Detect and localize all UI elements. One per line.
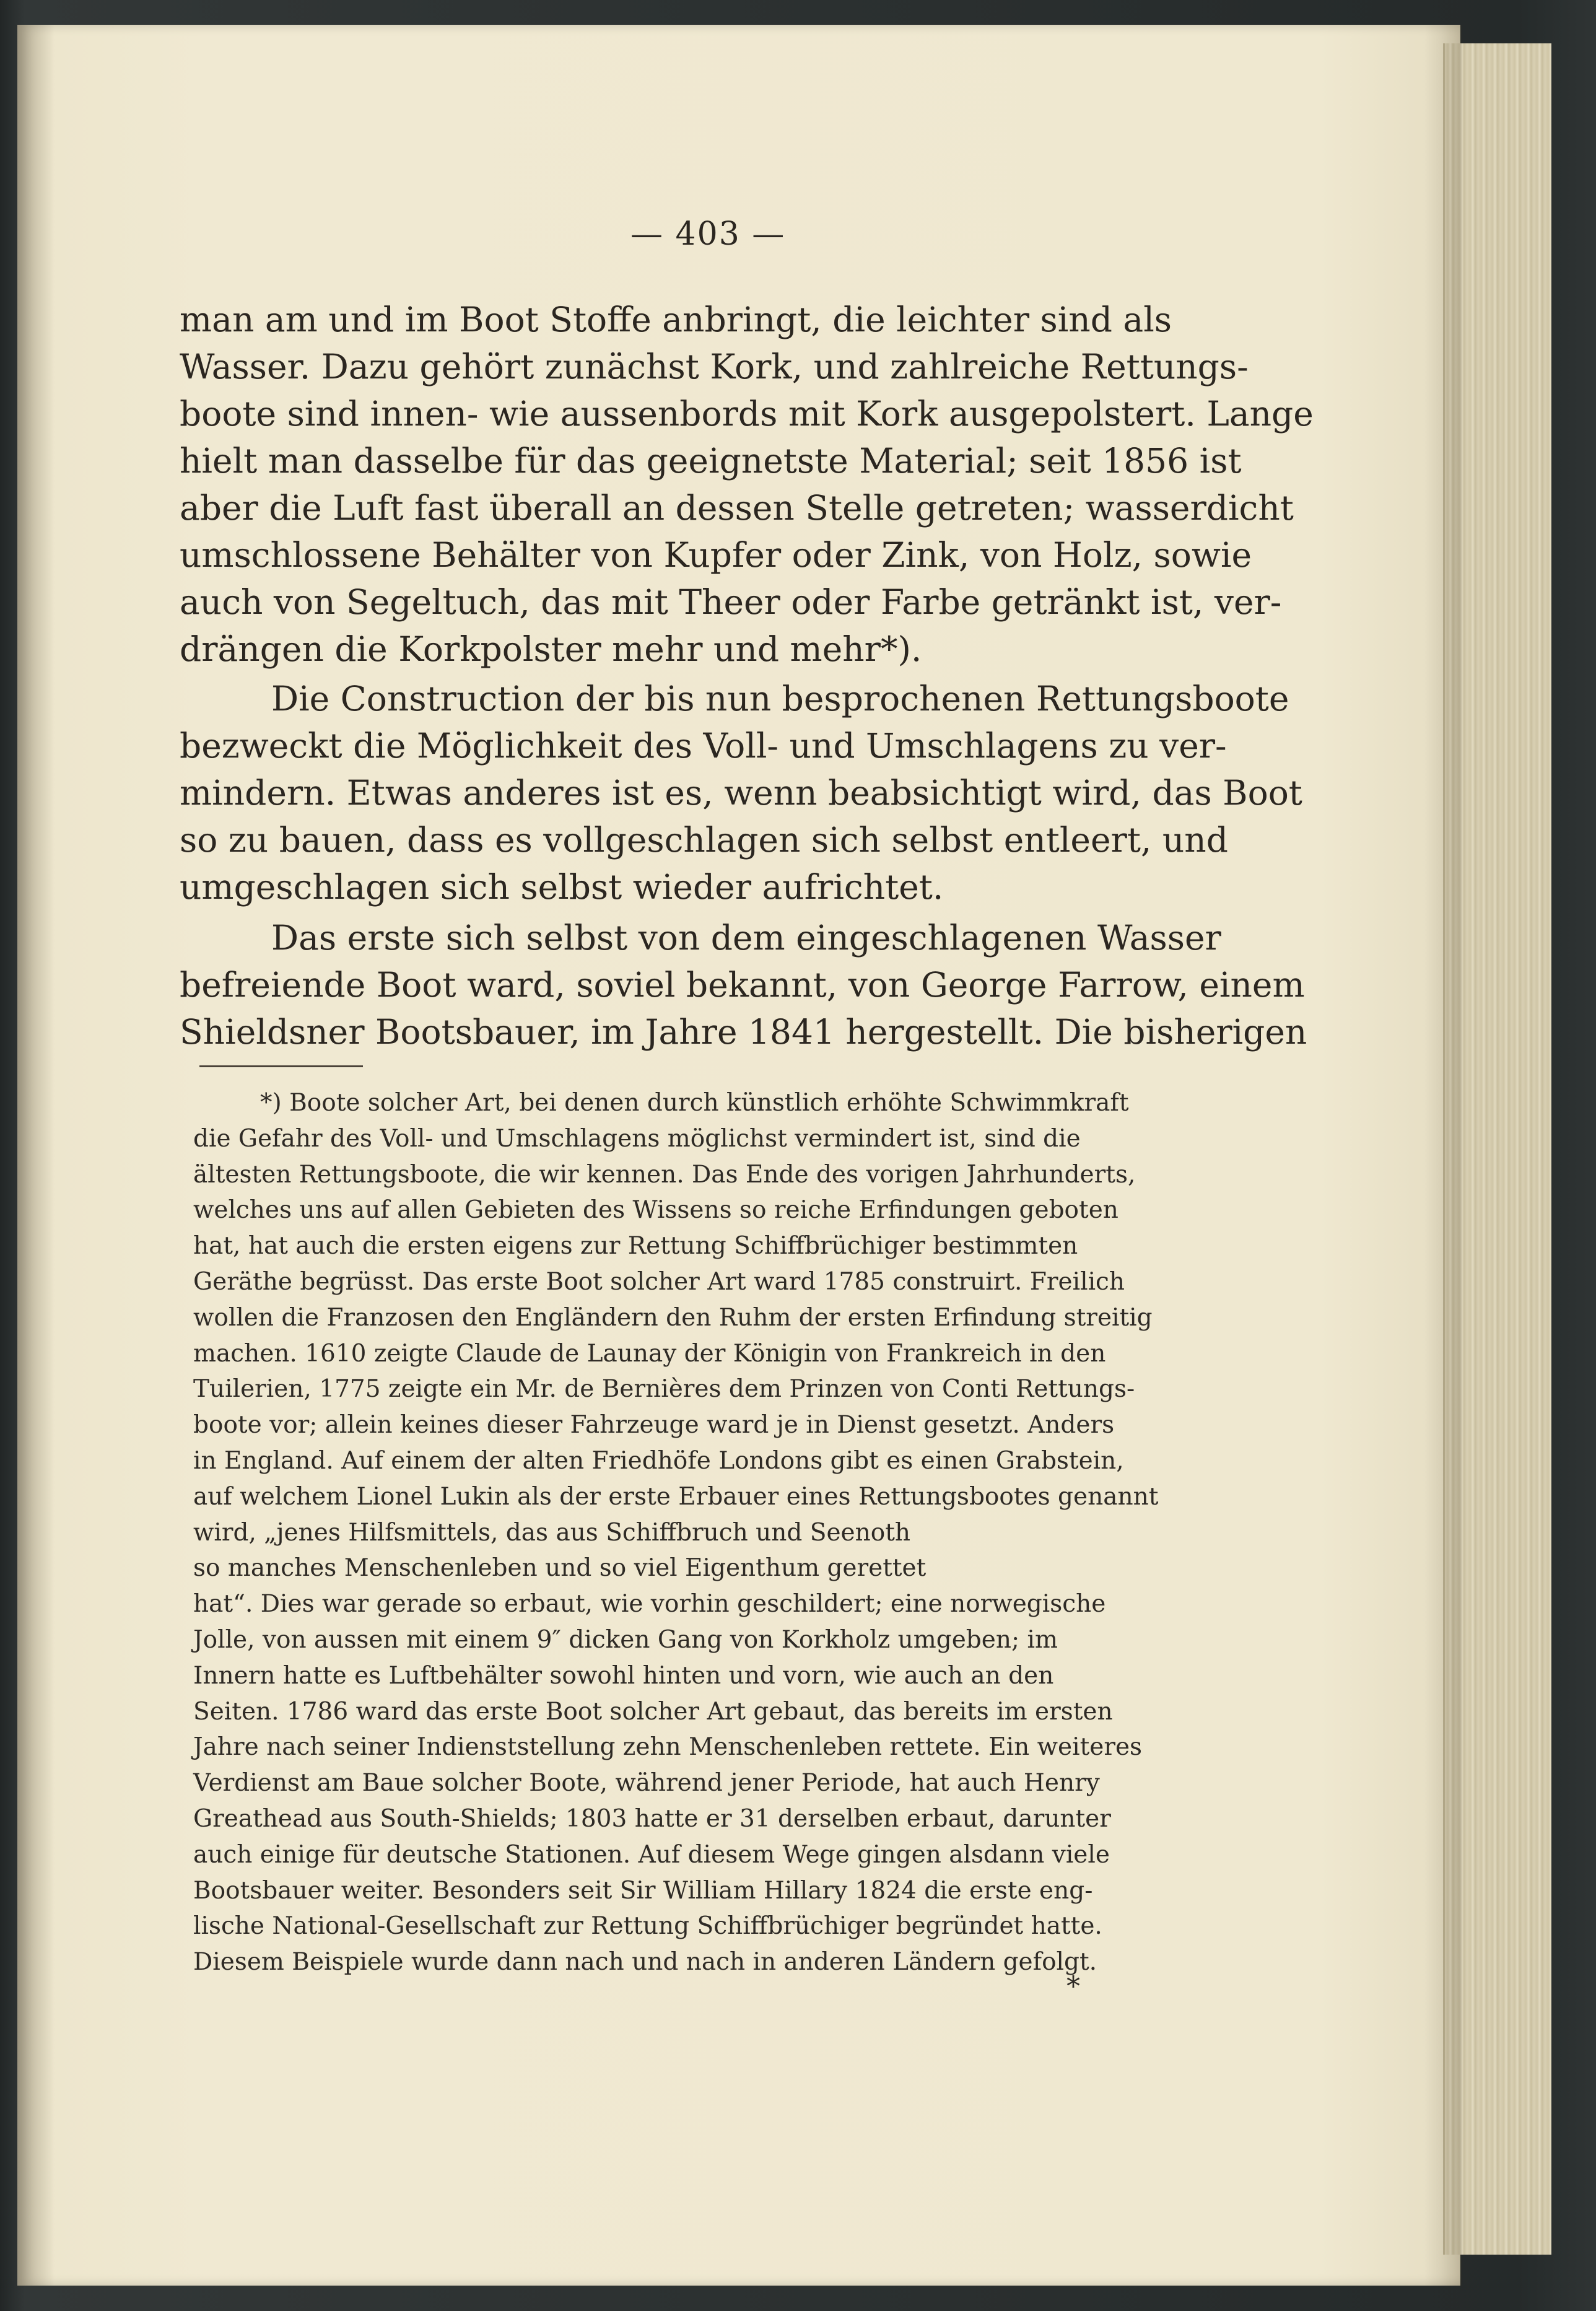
footnote-line: in England. Auf einem der alten Friedhöfe Londons gibt es einen Grabstein,	[193, 1447, 1124, 1475]
body-line: Wasser. Dazu gehört zunächst Kork, und zahlreiche Rettungs-	[180, 347, 1249, 387]
footnote-line: Jahre nach seiner Indienststellung zehn Menschenleben rettete. Ein weiteres	[193, 1733, 1143, 1761]
footnote-rule	[199, 1065, 363, 1067]
footnote-line: boote vor; allein keines dieser Fahrzeuge ward je in Dienst gesetzt. Anders	[193, 1411, 1115, 1439]
body-line: Die Construction der bis nun besprochenen Rettungsboote	[271, 679, 1289, 719]
footnote-line: Jolle, von aussen mit einem 9″ dicken Gang von Korkholz umgeben; im	[193, 1626, 1058, 1654]
footnote-line: Tuilerien, 1775 zeigte ein Mr. de Bernières dem Prinzen von Conti Rettungs-	[193, 1375, 1135, 1403]
footnote-line: Innern hatte es Luftbehälter sowohl hinten und vorn, wie auch an den	[193, 1662, 1054, 1690]
footnote-line: Geräthe begrüsst. Das erste Boot solcher Art ward 1785 construirt. Freilich	[193, 1268, 1125, 1296]
footnote-line: *) Boote solcher Art, bei denen durch künstlich erhöhte Schwimmkraft	[260, 1089, 1129, 1117]
body-line: drängen die Korkpolster mehr und mehr*).	[180, 629, 922, 669]
body-line: umschlossene Behälter von Kupfer oder Zink, von Holz, sowie	[180, 535, 1252, 575]
body-line: befreiende Boot ward, soviel bekannt, von George Farrow, einem	[180, 965, 1305, 1005]
footnote-line: Greathead aus South-Shields; 1803 hatte er 31 derselben erbaut, darunter	[193, 1805, 1111, 1833]
body-line: man am und im Boot Stoffe anbringt, die leichter sind als	[180, 300, 1172, 339]
footnote-line: Bootsbauer weiter. Besonders seit Sir William Hillary 1824 die erste eng-	[193, 1877, 1093, 1905]
footnote-line: hat, hat auch die ersten eigens zur Rettung Schiffbrüchiger bestimmten	[193, 1232, 1078, 1260]
footnote-line: lische National-Gesellschaft zur Rettung Schiffbrüchiger begründet hatte.	[193, 1912, 1102, 1940]
body-line: auch von Segeltuch, das mit Theer oder Farbe getränkt ist, ver-	[180, 582, 1282, 622]
body-line: so zu bauen, dass es vollgeschlagen sich selbst entleert, und	[180, 820, 1228, 860]
footnote-line: wird, „jenes Hilfsmittels, das aus Schiffbruch und Seenoth	[193, 1519, 911, 1547]
body-line: mindern. Etwas anderes ist es, wenn beabsichtigt wird, das Boot	[180, 773, 1302, 813]
gutter-shadow	[17, 25, 55, 2286]
footnote-line: die Gefahr des Voll- und Umschlagens möglichst vermindert ist, sind die	[193, 1125, 1081, 1153]
footnote-line: machen. 1610 zeigte Claude de Launay der Königin von Frankreich in den	[193, 1340, 1106, 1368]
body-line: Shieldsner Bootsbauer, im Jahre 1841 hergestellt. Die bisherigen	[180, 1012, 1307, 1052]
footnote-line: auf welchem Lionel Lukin als der erste Erbauer eines Rettungsbootes genannt	[193, 1483, 1159, 1511]
footnote-line: Diesem Beispiele wurde dann nach und nach in anderen Ländern gefolgt.	[193, 1948, 1097, 1976]
body-line: hielt man dasselbe für das geeignetste Material; seit 1856 ist	[180, 441, 1242, 481]
footnote-line: welches uns auf allen Gebieten des Wissens so reiche Erfindungen geboten	[193, 1196, 1119, 1224]
edge-shadow	[1424, 25, 1462, 2286]
footnote-line: wollen die Franzosen den Engländern den Ruhm der ersten Erfindung streitig	[193, 1304, 1153, 1332]
body-line: aber die Luft fast überall an dessen Stelle getreten; wasserdicht	[180, 488, 1294, 528]
page-number-header: — 403 —	[630, 216, 786, 253]
body-line: bezweckt die Möglichkeit des Voll- und Umschlagens zu ver-	[180, 726, 1227, 766]
footnote-line: Seiten. 1786 ward das erste Boot solcher Art gebaut, das bereits im ersten	[193, 1698, 1113, 1726]
footnote-line: so manches Menschenleben und so viel Eigenthum gerettet	[193, 1554, 927, 1582]
body-line: Das erste sich selbst von dem eingeschlagenen Wasser	[271, 918, 1221, 958]
footnote-line: ältesten Rettungsboote, die wir kennen. Das Ende des vorigen Jahrhunderts,	[193, 1161, 1136, 1189]
footnote-line: auch einige für deutsche Stationen. Auf diesem Wege gingen alsdann viele	[193, 1841, 1110, 1869]
body-line: umgeschlagen sich selbst wieder aufrichtet.	[180, 867, 944, 907]
body-line: boote sind innen- wie aussenbords mit Kork ausgepolstert. Lange	[180, 394, 1314, 434]
signature-mark: *	[1066, 1971, 1080, 2003]
footnote-line: Verdienst am Baue solcher Boote, während jener Periode, hat auch Henry	[193, 1769, 1100, 1797]
footnote-line: hat“. Dies war gerade so erbaut, wie vorhin geschildert; eine norwegische	[193, 1590, 1106, 1618]
